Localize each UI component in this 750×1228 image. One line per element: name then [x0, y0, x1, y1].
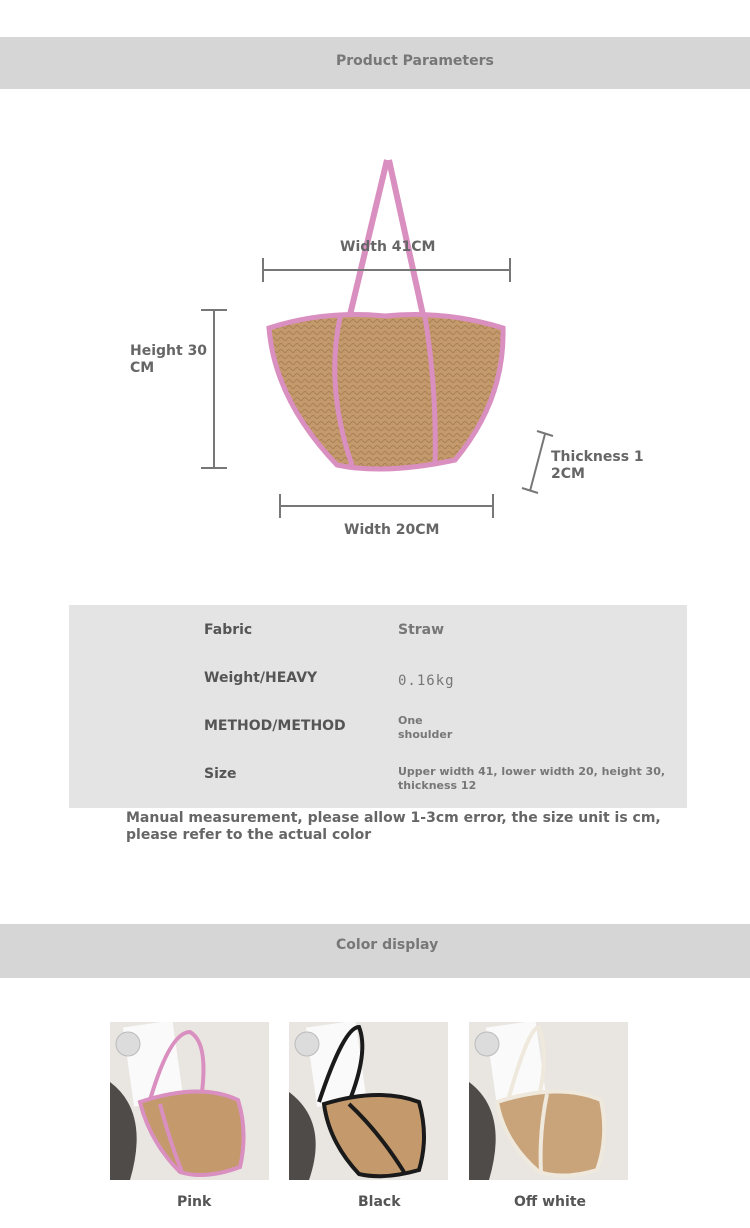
- param-value-fabric: Straw: [398, 622, 445, 638]
- bag-handle-right: [389, 160, 423, 315]
- color-caption-off-white: Off white: [514, 1194, 587, 1210]
- bag-illustration: [255, 150, 515, 480]
- height-label: Height 30 CM: [130, 343, 208, 376]
- product-parameters-title: Product Parameters: [336, 53, 494, 69]
- bottom-width-tick-right: [492, 494, 494, 518]
- top-width-tick-right: [509, 258, 511, 282]
- bottom-width-line: [280, 505, 494, 507]
- bag-body: [269, 315, 503, 470]
- top-width-label: Width 41CM: [340, 239, 436, 255]
- color-caption-black: Black: [358, 1194, 401, 1210]
- param-label-weight: Weight/HEAVY: [204, 670, 318, 686]
- product-parameters-band: [0, 37, 750, 89]
- bottom-width-tick-left: [279, 494, 281, 518]
- param-label-method: METHOD/METHOD: [204, 718, 346, 734]
- param-value-size: Upper width 41, lower width 20, height 30, thickness 12: [398, 765, 666, 792]
- param-label-size: Size: [204, 766, 237, 782]
- thickness-label: Thickness 1 2CM: [551, 449, 644, 482]
- top-width-tick-left: [262, 258, 264, 282]
- bag-handle-left: [350, 160, 387, 315]
- bottom-width-label: Width 20CM: [344, 522, 440, 538]
- color-photo-pink[interactable]: [110, 1022, 269, 1180]
- color-display-band: [0, 924, 750, 978]
- param-label-fabric: Fabric: [204, 622, 253, 638]
- height-tick-bottom: [201, 467, 227, 469]
- param-value-weight: 0.16kg: [398, 673, 455, 689]
- height-line: [213, 310, 215, 468]
- color-photo-black[interactable]: [289, 1022, 448, 1180]
- top-width-line: [263, 269, 511, 271]
- height-tick-top: [201, 309, 227, 311]
- measurement-note: Manual measurement, please allow 1-3cm error, the size unit is cm, please refer to the actual color: [126, 810, 661, 843]
- params-table: [69, 605, 687, 808]
- param-value-method: One shoulder: [398, 714, 453, 741]
- color-caption-pink: Pink: [177, 1194, 212, 1210]
- color-photo-off-white[interactable]: [469, 1022, 628, 1180]
- color-display-title: Color display: [336, 937, 439, 953]
